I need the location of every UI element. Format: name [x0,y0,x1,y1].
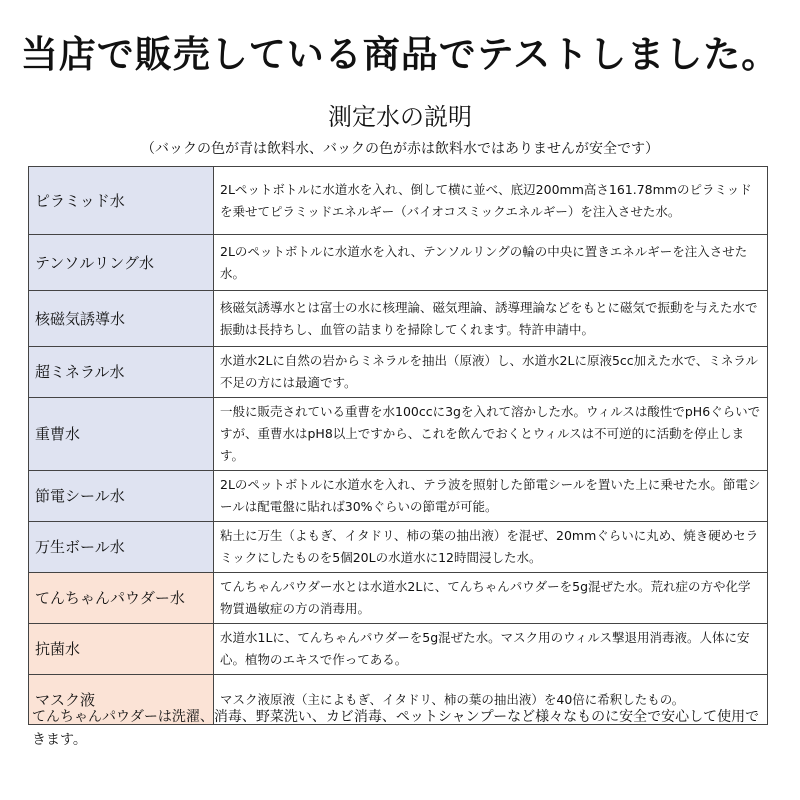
table-title: 測定水の説明 [328,103,472,131]
table-row [29,471,768,522]
table-row [29,235,768,291]
water-name-cell: 抗菌水 [29,624,214,675]
footer-note: てんちゃんパウダーは洗濯、消毒、野菜洗い、カビ消毒、ペットシャンプーなど様々なものに安全で安心して使用できます。 [32,709,760,748]
table-row [29,398,768,471]
color-legend-note: （バックの色が青は飲料水、バックの色が赤は飲料水ではありませんが安全です） [141,141,659,157]
table-row [29,573,768,624]
water-description-cell: てんちゃんパウダー水とは水道水2Lに、てんちゃんパウダーを5g混ぜた水。荒れ症の方や化学物質過敏症の方の消毒用。 [214,573,768,624]
water-name-cell: ピラミッド水 [29,167,214,235]
water-description-cell: 水道水1Lに、てんちゃんパウダーを5g混ぜた水。マスク用のウィルス撃退用消毒液。人体に安心。植物のエキスで作ってある。 [214,624,768,675]
table-row [29,624,768,675]
page-headline: 当店で販売している商品でテストしました。 [20,33,780,76]
water-name-cell: てんちゃんパウダー水 [29,573,214,624]
table-row [29,522,768,573]
water-description-cell: マスク液原液（主によもぎ、イタドリ、柿の葉の抽出液）を40倍に希釈したもの。 [214,675,768,725]
water-name-cell: 超ミネラル水 [29,347,214,398]
water-description-cell: 2Lのペットボトルに水道水を入れ、テラ波を照射した節電シールを置いた上に乗せた水。節電シールは配電盤に貼れば30%ぐらいの節電が可能。 [214,471,768,522]
water-name-cell: 核磁気誘導水 [29,291,214,347]
table-row [29,167,768,235]
table-row [29,347,768,398]
water-name-cell: マスク液 [29,675,214,725]
water-description-table [28,166,768,725]
water-name-cell: 重曹水 [29,398,214,471]
water-name-cell: 万生ボール水 [29,522,214,573]
water-description-cell: 粘土に万生（よもぎ、イタドリ、柿の葉の抽出液）を混ぜ、20mmぐらいに丸め、焼き硬めセラミックにしたものを5個20Lの水道水に12時間浸した水。 [214,522,768,573]
water-description-cell: 水道水2Lに自然の岩からミネラルを抽出（原液）し、水道水2Lに原液5cc加えた水で、ミネラル不足の方には最適です。 [214,347,768,398]
water-description-cell: 2Lペットボトルに水道水を入れ、倒して横に並べ、底辺200mm高さ161.78mmのピラミッドを乗せてピラミッドエネルギー（バイオコスミックエネルギー）を注入させた水。 [214,167,768,235]
water-description-cell: 核磁気誘導水とは富士の水に核理論、磁気理論、誘導理論などをもとに磁気で振動を与えた水で振動は長持ちし、血管の詰まりを掃除してくれます。特許申請中。 [214,291,768,347]
water-description-cell: 一般に販売されている重曹を水100ccに3gを入れて溶かした水。ウィルスは酸性でpH6ぐらいですが、重曹水はpH8以上ですから、これを飲んでおくとウィルスは不可逆的に活動を停止します。 [214,398,768,471]
table-row [29,291,768,347]
water-description-cell: 2Lのペットボトルに水道水を入れ、テンソルリングの輪の中央に置きエネルギーを注入させた水。 [214,235,768,291]
water-name-cell: 節電シール水 [29,471,214,522]
water-name-cell: テンソルリング水 [29,235,214,291]
